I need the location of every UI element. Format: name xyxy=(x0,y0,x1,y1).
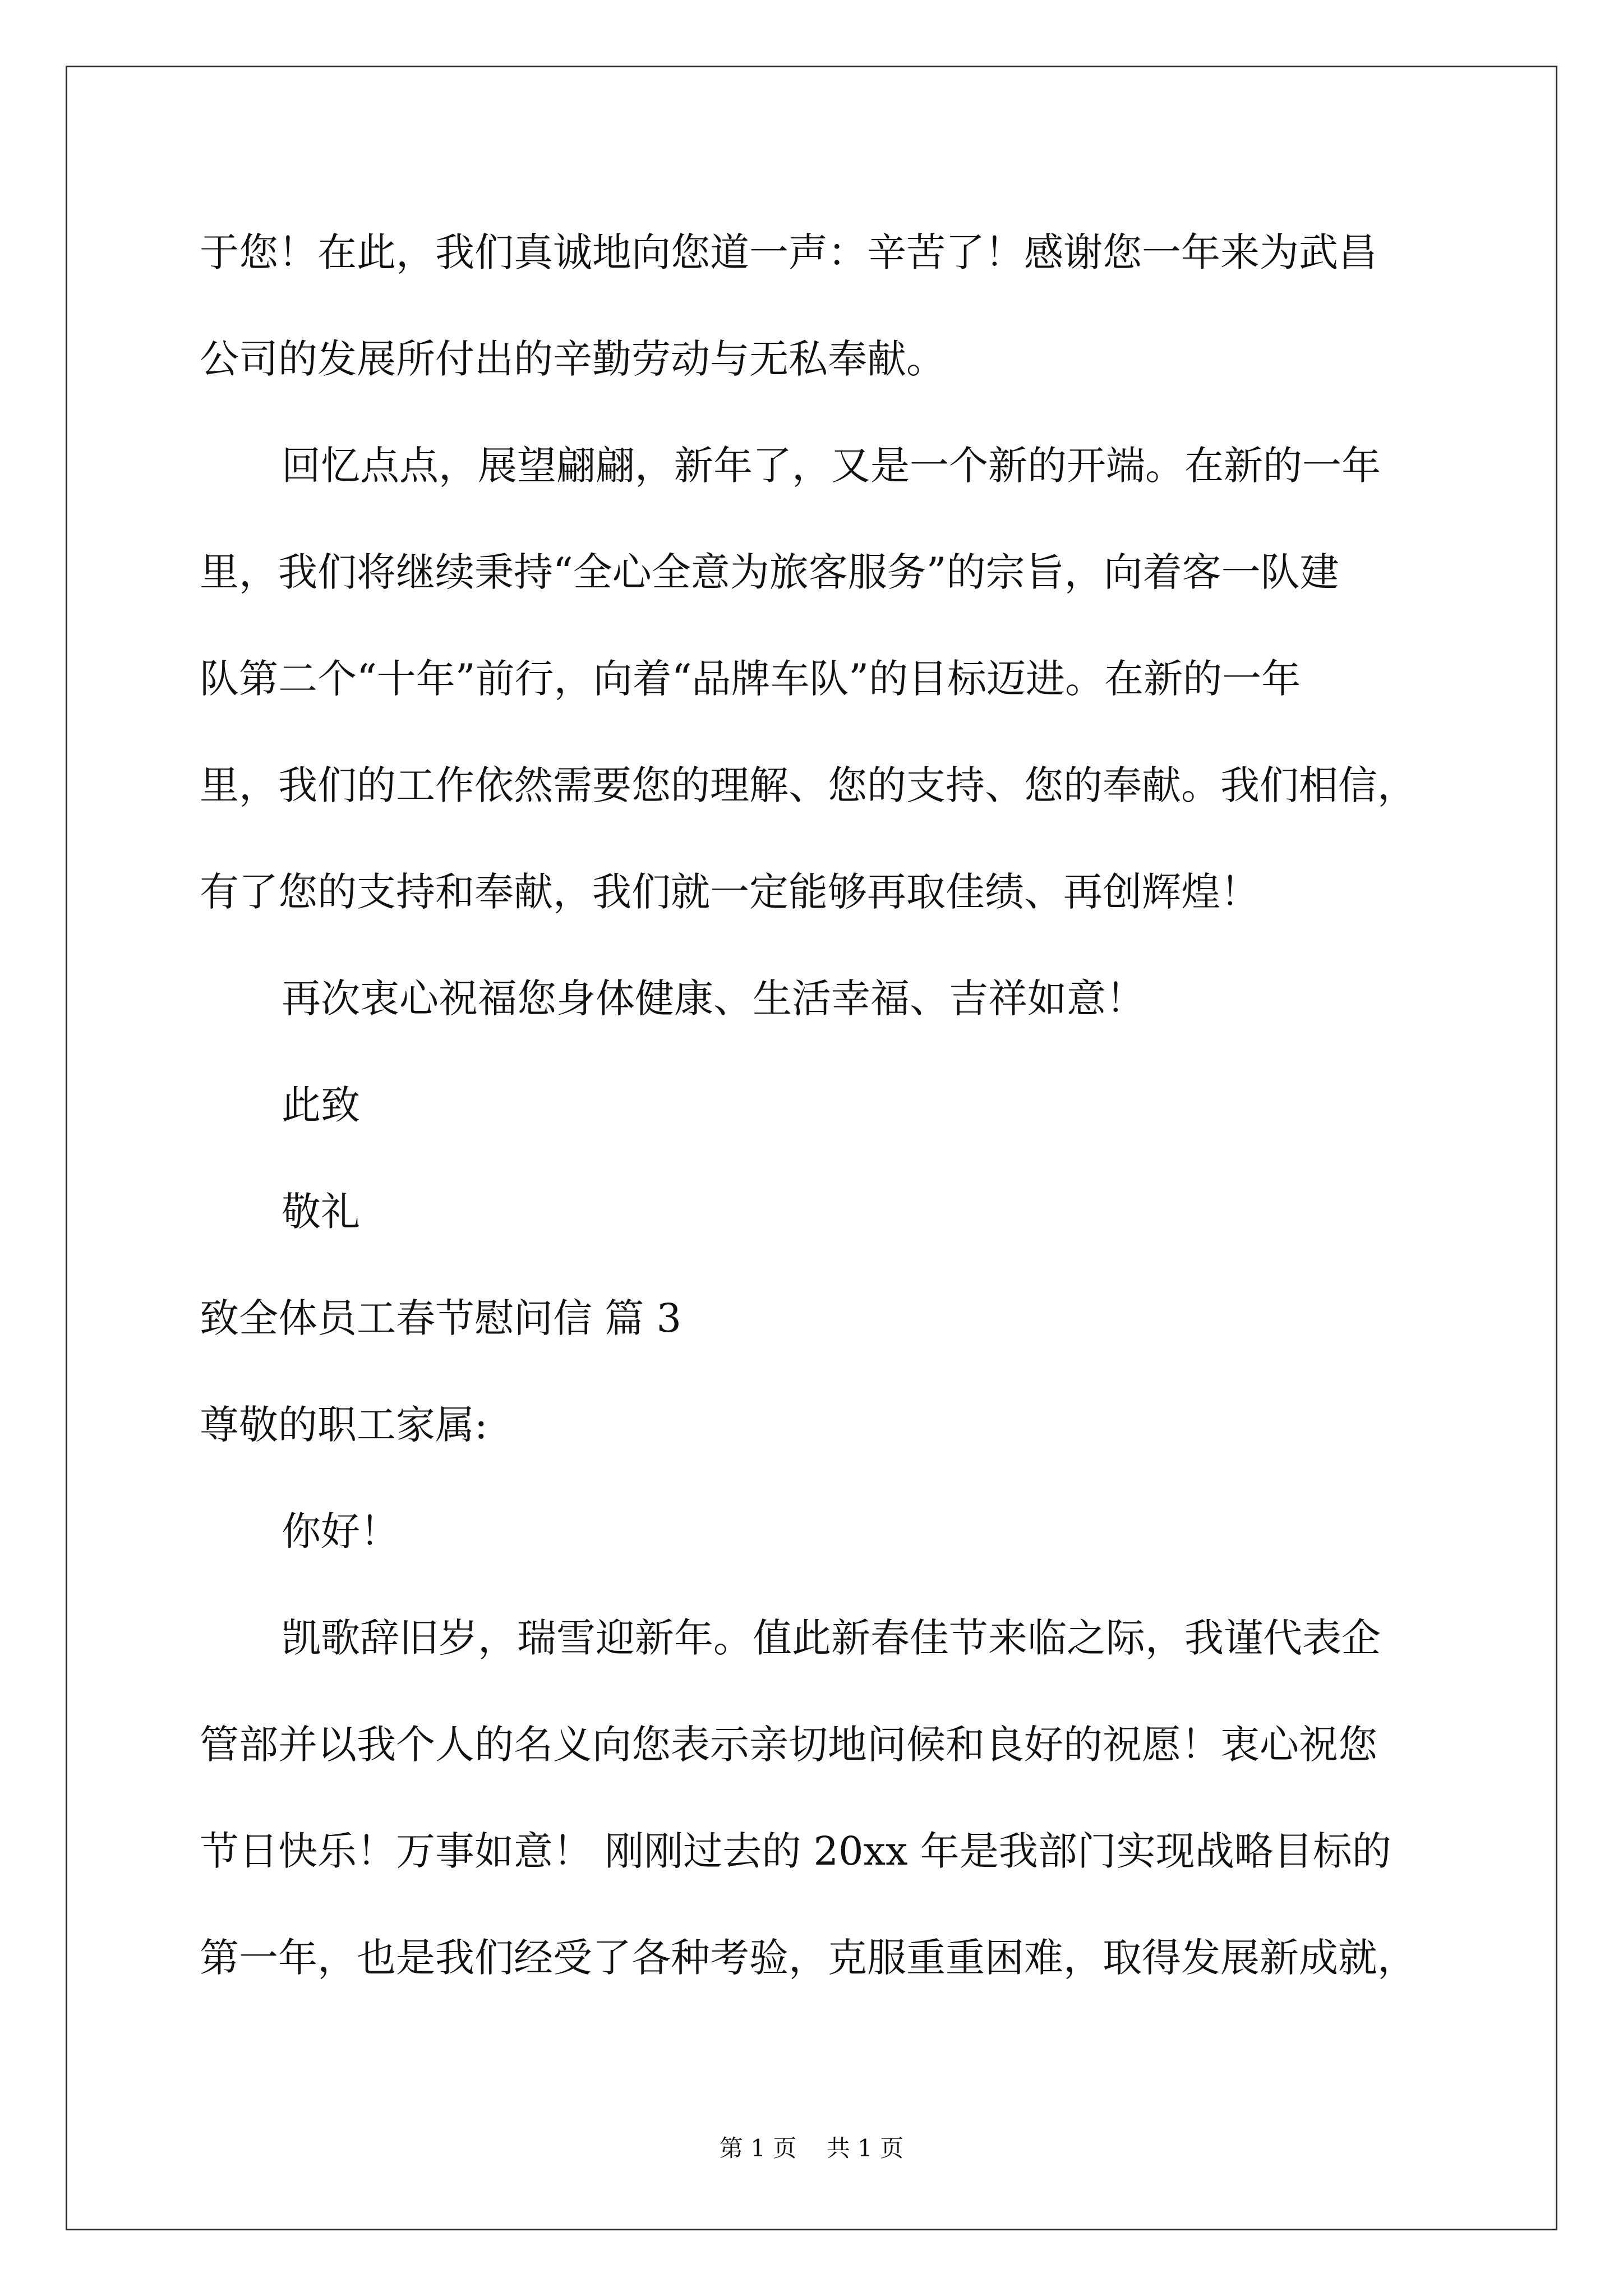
text-line: 第一年，也是我们经受了各种考验，克服重重困难，取得发展新成就， xyxy=(200,1935,1417,1981)
page-border xyxy=(66,66,1557,2230)
text-line: 队第二个“十年”前行，向着“品牌车队”的目标迈进。在新的一年 xyxy=(200,656,1301,702)
text-line: 再次衷心祝福您身体健康、生活幸福、吉祥如意！ xyxy=(282,976,1145,1022)
text-line: 节日快乐！万事如意！ 刚刚过去的 20xx 年是我部门实现战略目标的 xyxy=(200,1828,1391,1874)
letter-greeting: 尊敬的职工家属: xyxy=(200,1402,488,1448)
text-line: 管部并以我个人的名义向您表示亲切地问候和良好的祝愿！衷心祝您 xyxy=(200,1722,1377,1768)
closing-regards: 敬礼 xyxy=(282,1189,360,1235)
text-line: 你好！ xyxy=(282,1508,399,1554)
text-line: 于您！在此，我们真诚地向您道一声：辛苦了！感谢您一年来为武昌 xyxy=(200,229,1377,275)
text-line: 公司的发展所付出的辛勤劳动与无私奉献。 xyxy=(200,336,946,382)
section-title: 致全体员工春节慰问信 篇 3 xyxy=(200,1295,682,1341)
text-line: 回忆点点，展望翩翩，新年了，又是一个新的开端。在新的一年 xyxy=(282,443,1381,489)
closing-salutation: 此致 xyxy=(282,1082,360,1128)
page-footer: 第 1 页 共 1 页 xyxy=(719,2134,904,2162)
text-line: 凯歌辞旧岁，瑞雪迎新年。值此新春佳节来临之际，我谨代表企 xyxy=(282,1615,1381,1661)
text-line: 有了您的支持和奉献，我们就一定能够再取佳绩、再创辉煌！ xyxy=(200,869,1260,915)
text-line: 里，我们的工作依然需要您的理解、您的支持、您的奉献。我们相信， xyxy=(200,762,1417,808)
text-line: 里，我们将继续秉持“全心全意为旅客服务”的宗旨，向着客一队建 xyxy=(200,549,1339,595)
